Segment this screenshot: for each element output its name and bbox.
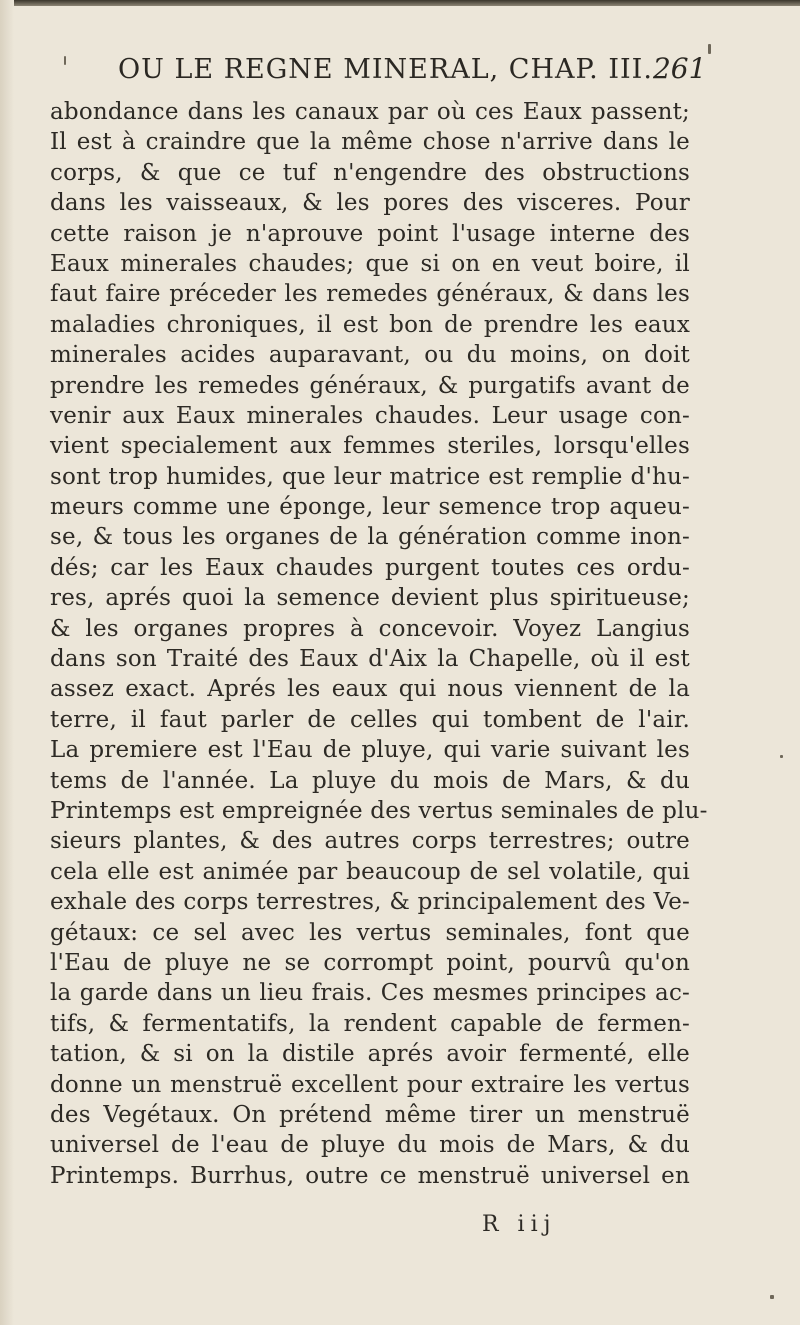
text-line: venir aux Eaux minerales chaudes. Leur usage con- bbox=[50, 402, 690, 429]
page-speck bbox=[64, 56, 66, 65]
text-line: meurs comme une éponge, leur semence trop aqueu- bbox=[50, 494, 690, 521]
page-number: 261 bbox=[652, 52, 707, 85]
text-line: des Vegétaux. On prétend même tirer un menstruë bbox=[50, 1101, 690, 1128]
text-line: donne un menstruë excellent pour extraire les vertus bbox=[50, 1071, 690, 1098]
text-line: Printemps est empreignée des vertus seminales de plu- bbox=[50, 797, 708, 824]
text-line: sont trop humides, que leur matrice est remplie d'hu- bbox=[50, 463, 690, 490]
text-line: la garde dans un lieu frais. Ces mesmes principes ac- bbox=[50, 980, 690, 1007]
text-line: universel de l'eau de pluye du mois de Mars, & du bbox=[50, 1132, 690, 1159]
text-line: Il est à craindre que la même chose n'arrive dans le bbox=[50, 129, 690, 156]
text-line: cela elle est animée par beaucoup de sel volatile, qui bbox=[50, 858, 690, 885]
text-line: terre, il faut parler de celles qui tombent de l'air. bbox=[50, 706, 690, 733]
text-line: l'Eau de pluye ne se corrompt point, pourvû qu'on bbox=[50, 949, 690, 976]
text-line: Eaux minerales chaudes; que si on en veut boire, il bbox=[50, 250, 690, 277]
text-line: dés; car les Eaux chaudes purgent toutes ces ordu- bbox=[50, 554, 690, 581]
text-line: cette raison je n'aprouve point l'usage interne des bbox=[50, 220, 690, 247]
text-line: se, & tous les organes de la génération comme inon- bbox=[50, 524, 690, 551]
text-line: faut faire préceder les remedes généraux, & dans les bbox=[50, 281, 690, 308]
page-speck bbox=[780, 755, 783, 758]
text-line: corps, & que ce tuf n'engendre des obstructions bbox=[50, 159, 690, 186]
page-header bbox=[118, 52, 707, 96]
text-line: & les organes propres à concevoir. Voyez Langius bbox=[50, 615, 690, 642]
body-text bbox=[50, 97, 708, 1191]
text-line: tifs, & fermentatifs, la rendent capable de fermen- bbox=[50, 1010, 690, 1037]
text-line: assez exact. Aprés les eaux qui nous viennent de la bbox=[50, 676, 690, 703]
signature-mark: R iij bbox=[482, 1212, 557, 1237]
text-line: minerales acides auparavant, ou du moins, on doit bbox=[50, 342, 690, 369]
page-speck bbox=[708, 44, 711, 54]
text-line: maladies chroniques, il est bon de prendre les eaux bbox=[50, 311, 690, 338]
text-line: La premiere est l'Eau de pluye, qui varie suivant les bbox=[50, 737, 690, 764]
text-line: tation, & si on la distile aprés avoir fermenté, elle bbox=[50, 1041, 690, 1068]
page-speck bbox=[770, 1295, 774, 1299]
text-line: Printemps. Burrhus, outre ce menstruë universel en bbox=[50, 1162, 690, 1189]
running-head: OU LE REGNE MINERAL, CHAP. III. bbox=[118, 54, 653, 85]
text-line: res, aprés quoi la semence devient plus spiritueuse; bbox=[50, 585, 690, 612]
text-line: sieurs plantes, & des autres corps terrestres; outre bbox=[50, 828, 690, 855]
text-line: dans les vaisseaux, & les pores des visceres. Pour bbox=[50, 190, 690, 217]
text-line: abondance dans les canaux par où ces Eaux passent; bbox=[50, 99, 690, 125]
text-line: tems de l'année. La pluye du mois de Mars, & du bbox=[50, 767, 690, 794]
text-line: dans son Traité des Eaux d'Aix la Chapelle, où il est bbox=[50, 646, 690, 673]
text-line: prendre les remedes généraux, & purgatifs avant de bbox=[50, 372, 690, 399]
text-line: vient specialement aux femmes steriles, lorsqu'elles bbox=[50, 433, 690, 460]
text-line: exhale des corps terrestres, & principalement des Ve- bbox=[50, 889, 690, 916]
text-line: gétaux: ce sel avec les vertus seminales, font que bbox=[50, 919, 690, 946]
